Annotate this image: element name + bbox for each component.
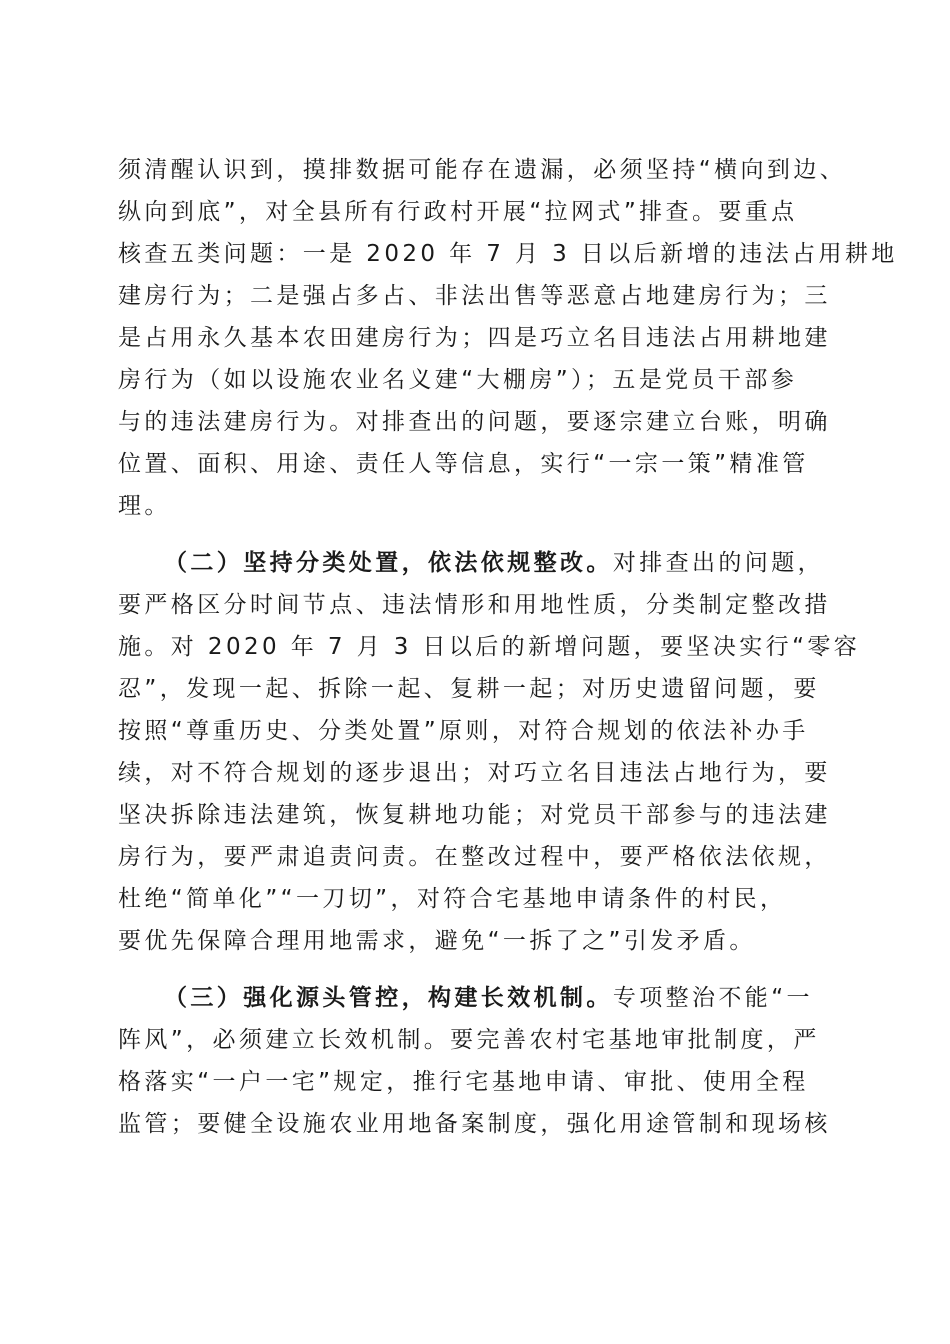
section-3-first-line-text: 专项整治不能“一: [612, 985, 813, 1011]
body-line: 施。对 2020 年 7 月 3 日以后的新增问题，要坚决实行“零容: [118, 634, 861, 660]
body-line: 杜绝“简单化”“一刀切”，对符合宅基地申请条件的村民，: [118, 886, 787, 912]
body-line: 核查五类问题：一是 2020 年 7 月 3 日以后新增的违法占用耕地: [118, 241, 898, 267]
body-line: 纵向到底”，对全县所有行政村开展“拉网式”排查。要重点: [118, 199, 798, 225]
body-line: 房行为（如以设施农业名义建“大棚房”）；五是党员干部参: [118, 367, 798, 393]
section-3-heading: （三）强化源头管控，构建长效机制。: [164, 985, 613, 1011]
body-line: 要严格区分时间节点、违法情形和用地性质，分类制定整改措: [118, 592, 831, 618]
body-line: 理。: [118, 493, 171, 519]
body-line: 监管；要健全设施农业用地备案制度，强化用途管制和现场核: [118, 1111, 831, 1137]
body-line: 阵风”，必须建立长效机制。要完善农村宅基地审批制度，严: [118, 1027, 820, 1053]
body-line: 建房行为；二是强占多占、非法出售等恶意占地建房行为；三: [118, 283, 831, 309]
body-line: 坚决拆除违法建筑，恢复耕地功能；对党员干部参与的违法建: [118, 802, 831, 828]
body-line: 忍”，发现一起、拆除一起、复耕一起；对历史遗留问题，要: [118, 676, 820, 702]
body-line: 要优先保障合理用地需求，避免“一拆了之”引发矛盾。: [118, 928, 756, 954]
body-line: 须清醒认识到，摸排数据可能存在遗漏，必须坚持“横向到边、: [118, 157, 847, 183]
body-line: 房行为，要严肃追责问责。在整改过程中，要严格依法依规，: [118, 844, 831, 870]
body-line: 格落实“一户一宅”规定，推行宅基地申请、审批、使用全程: [118, 1069, 809, 1095]
section-2-heading: （二）坚持分类处置，依法依规整改。: [164, 550, 613, 576]
body-line: 按照“尊重历史、分类处置”原则，对符合规划的依法补办手: [118, 718, 809, 744]
body-line: 与的违法建房行为。对排查出的问题，要逐宗建立台账，明确: [118, 409, 831, 435]
body-line: 续，对不符合规划的逐步退出；对巧立名目违法占地行为，要: [118, 760, 831, 786]
section-3-first-line: [164, 983, 813, 1013]
body-line: 是占用永久基本农田建房行为；四是巧立名目违法占用耕地建: [118, 325, 831, 351]
section-2-first-line: [164, 548, 824, 578]
body-line: 位置、面积、用途、责任人等信息，实行“一宗一策”精准管: [118, 451, 809, 477]
section-2-first-line-text: 对排查出的问题，: [612, 550, 825, 576]
